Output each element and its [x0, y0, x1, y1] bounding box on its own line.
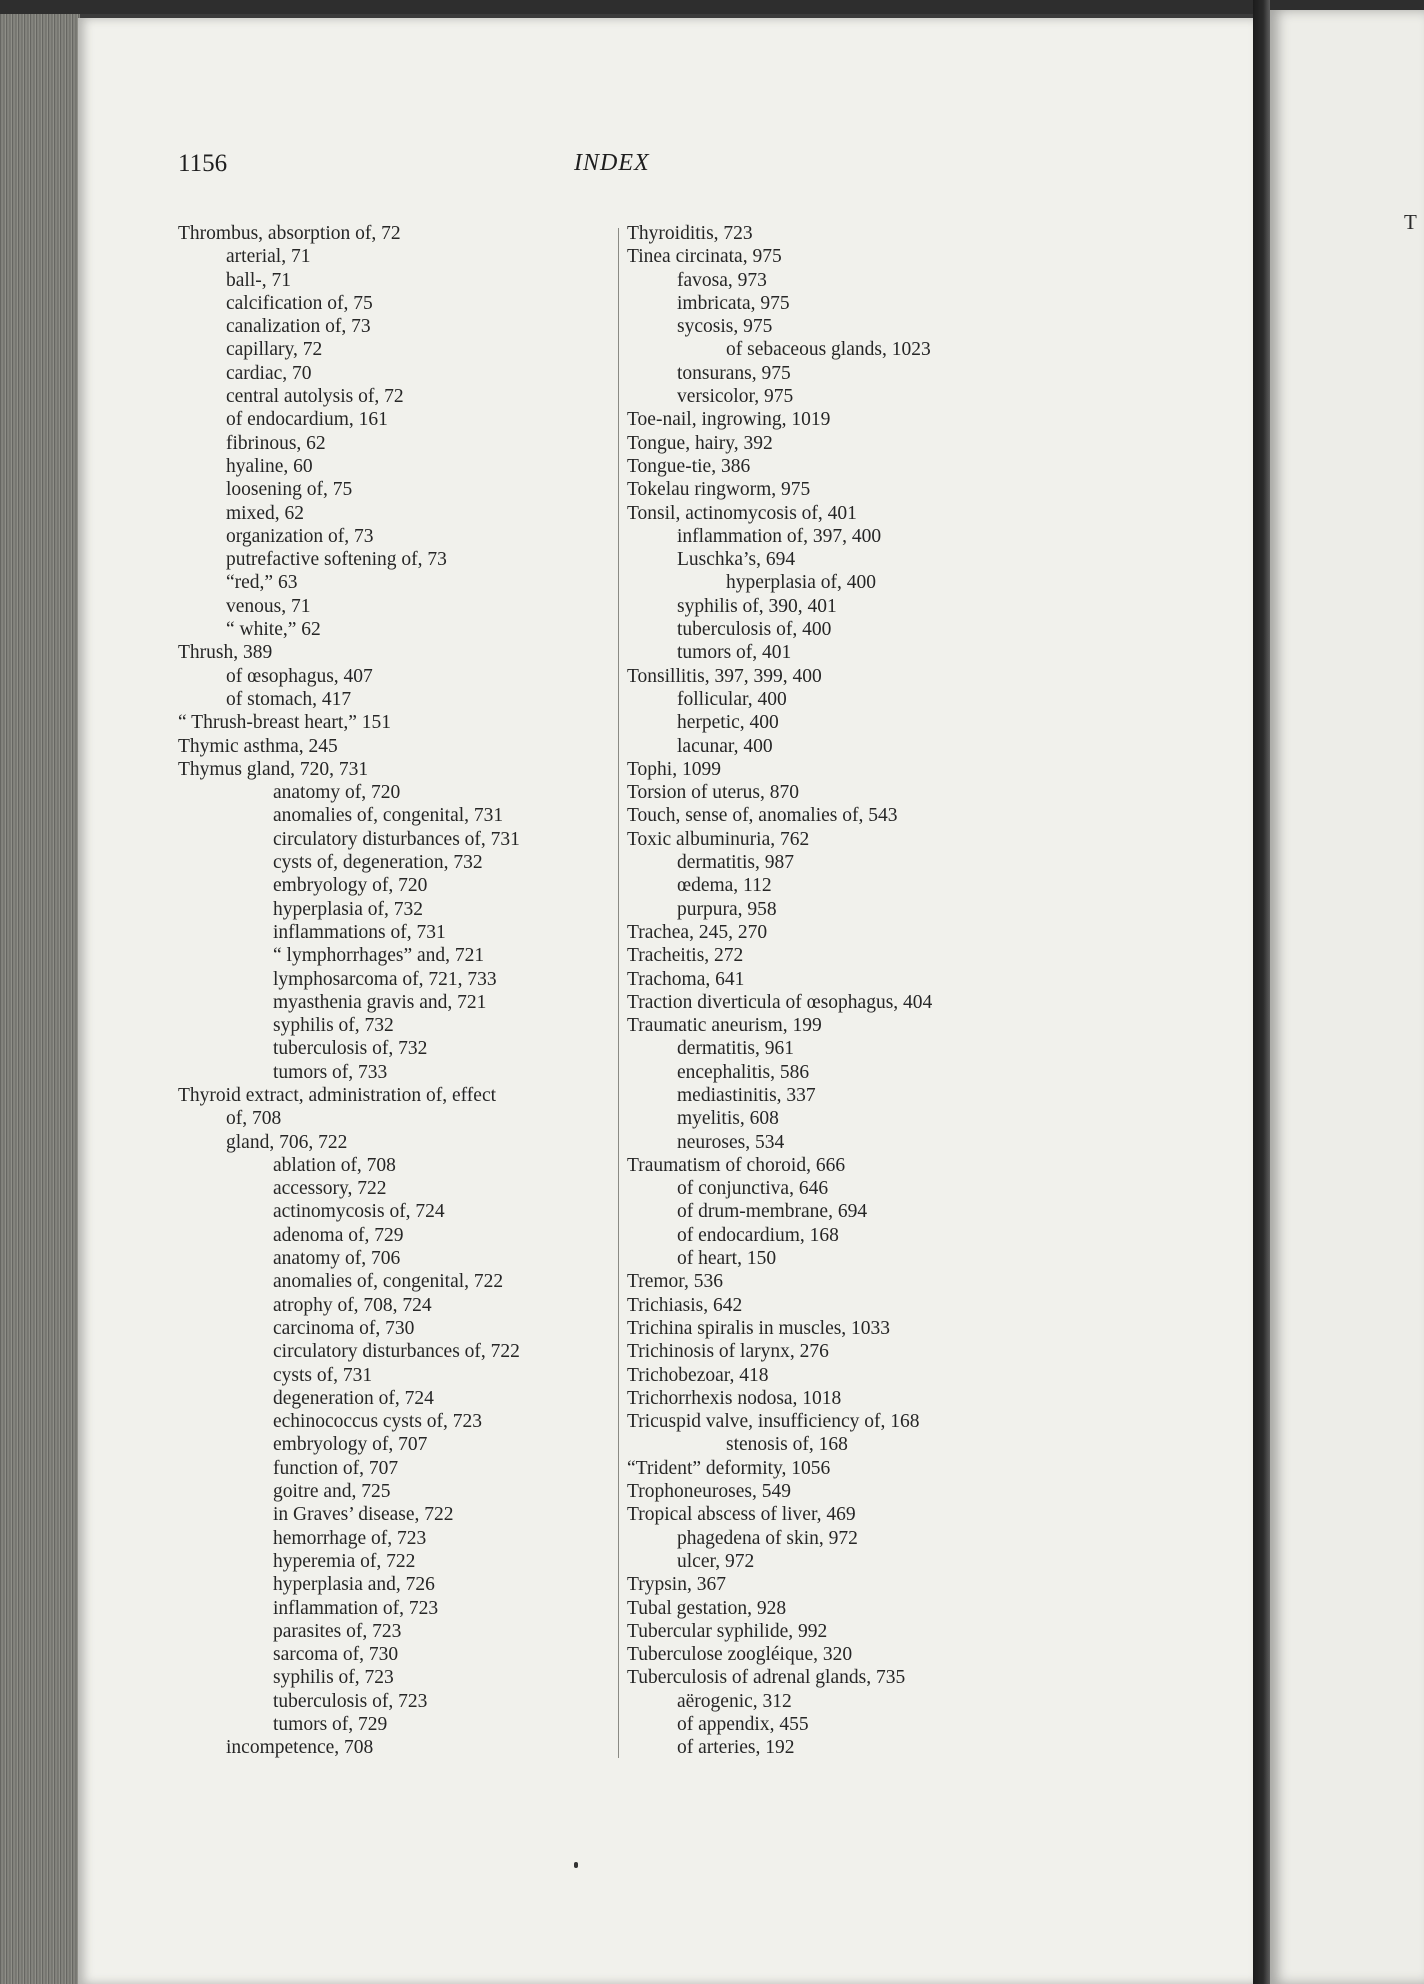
index-entry: Trichina spiralis in muscles, 1033 [627, 1317, 891, 1339]
index-subentry: syphilis of, 732 [273, 1015, 394, 1037]
index-subentry: organization of, 73 [226, 525, 374, 547]
index-subentry: of endocardium, 168 [677, 1224, 839, 1246]
index-entry: Tuberculose zoogléique, 320 [627, 1644, 853, 1666]
index-subentry: œdema, 112 [677, 875, 772, 897]
index-subentry: ulcer, 972 [677, 1550, 755, 1572]
index-subentry: central autolysis of, 72 [226, 386, 404, 408]
index-subentry: purpura, 958 [677, 898, 777, 920]
index-subentry: putrefactive softening of, 73 [226, 549, 447, 571]
index-subentry: carcinoma of, 730 [273, 1317, 415, 1339]
index-subentry: of heart, 150 [677, 1248, 777, 1270]
index-subentry: anatomy of, 720 [273, 782, 401, 804]
index-subentry: hyperplasia and, 726 [273, 1574, 435, 1596]
index-subentry: tumors of, 401 [677, 642, 792, 664]
index-subentry: imbricata, 975 [677, 292, 790, 314]
index-subentry: syphilis of, 723 [273, 1667, 394, 1689]
book-page-edges [0, 14, 80, 1984]
index-subentry: tuberculosis of, 400 [677, 619, 832, 641]
index-subentry: lymphosarcoma of, 721, 733 [273, 968, 497, 990]
index-entry: Trichinosis of larynx, 276 [627, 1341, 829, 1363]
index-entry: Thrombus, absorption of, 72 [178, 223, 401, 244]
index-subentry: incompetence, 708 [226, 1737, 374, 1759]
index-subentry: ball-, 71 [226, 269, 291, 291]
index-subentry: canalization of, 73 [226, 316, 371, 338]
index-entry: Thyroiditis, 723 [627, 223, 753, 244]
running-head: INDEX [574, 150, 650, 176]
scan-top-strip [0, 0, 1424, 14]
index-subentry: anatomy of, 706 [273, 1248, 401, 1270]
index-entry: Traumatic aneurism, 199 [627, 1015, 822, 1037]
index-entry: Torsion of uterus, 870 [627, 782, 799, 804]
index-subentry: actinomycosis of, 724 [273, 1201, 445, 1223]
index-subentry: inflammation of, 397, 400 [677, 525, 882, 547]
index-entry: Thymic asthma, 245 [178, 735, 338, 757]
index-entry: Thyroid extract, administration of, effect [178, 1084, 497, 1106]
index-subentry: of stomach, 417 [226, 688, 352, 710]
index-subentry: of drum-membrane, 694 [677, 1201, 868, 1223]
index-subentry: favosa, 973 [677, 269, 767, 291]
index-subentry: lacunar, 400 [677, 735, 773, 757]
index-subentry: venous, 71 [226, 595, 311, 617]
index-subentry: hyaline, 60 [226, 455, 313, 477]
index-subentry: tuberculosis of, 723 [273, 1690, 428, 1712]
right-index-column [627, 222, 1147, 1760]
index-subentry: Luschka’s, 694 [677, 549, 796, 571]
index-subentry: accessory, 722 [273, 1178, 387, 1200]
index-subentry: function of, 707 [273, 1457, 399, 1479]
index-entry: Traumatism of choroid, 666 [627, 1154, 846, 1176]
index-entry: “ Thrush-breast heart,” 151 [178, 712, 391, 734]
index-subentry: hyperemia of, 722 [273, 1550, 416, 1572]
index-subentry: embryology of, 707 [273, 1434, 428, 1456]
index-subentry: atrophy of, 708, 724 [273, 1294, 432, 1316]
index-entry: Tremor, 536 [627, 1271, 724, 1293]
page-number: 1156 [178, 150, 228, 177]
index-subentry: dermatitis, 961 [677, 1038, 794, 1060]
index-subentry: aërogenic, 312 [677, 1690, 792, 1712]
index-entry: Tubal gestation, 928 [627, 1597, 787, 1619]
index-entry: Tubercular syphilide, 992 [627, 1620, 828, 1642]
index-entry: Trypsin, 367 [627, 1574, 726, 1596]
index-subentry: phagedena of skin, 972 [677, 1527, 858, 1549]
index-entry: Tokelau ringworm, 975 [627, 479, 811, 501]
index-entry: Tricuspid valve, insufficiency of, 168 [627, 1411, 920, 1433]
index-entry: Trachoma, 641 [627, 968, 745, 990]
index-subentry: sarcoma of, 730 [273, 1644, 399, 1666]
index-entry: Tuberculosis of adrenal glands, 735 [627, 1667, 906, 1689]
index-subentry: syphilis of, 390, 401 [677, 595, 837, 617]
index-subentry: echinococcus cysts of, 723 [273, 1411, 483, 1433]
index-subentry: of œsophagus, 407 [226, 665, 373, 687]
index-subentry: “ lymphorrhages” and, 721 [273, 945, 485, 967]
index-subentry: of, 708 [226, 1108, 282, 1130]
index-subentry: neuroses, 534 [677, 1131, 785, 1153]
index-subentry: hyperplasia of, 732 [273, 898, 424, 920]
index-subentry: in Graves’ disease, 722 [273, 1504, 454, 1526]
index-subentry: arterial, 71 [226, 246, 311, 268]
index-subentry: sycosis, 975 [677, 316, 773, 338]
index-subentry: capillary, 72 [226, 339, 323, 361]
index-entry: Trichobezoar, 418 [627, 1364, 769, 1386]
index-subentry: inflammations of, 731 [273, 921, 446, 943]
index-subentry: fibrinous, 62 [226, 432, 326, 454]
book-gutter [1253, 0, 1270, 1984]
index-entry: Toe-nail, ingrowing, 1019 [627, 409, 831, 431]
index-subentry: tuberculosis of, 732 [273, 1038, 428, 1060]
index-subentry: tonsurans, 975 [677, 362, 791, 384]
index-entry: Tracheitis, 272 [627, 945, 744, 967]
index-subentry: degeneration of, 724 [273, 1387, 434, 1409]
index-subentry: gland, 706, 722 [226, 1131, 348, 1153]
facing-page [1270, 10, 1424, 1984]
index-subentry: myasthenia gravis and, 721 [273, 991, 487, 1013]
index-entry: Traction diverticula of œsophagus, 404 [627, 991, 933, 1013]
index-subentry: circulatory disturbances of, 722 [273, 1341, 520, 1363]
facing-page-letter: T [1404, 210, 1417, 234]
index-subentry: of arteries, 192 [677, 1737, 795, 1759]
index-entry: Tongue-tie, 386 [627, 455, 751, 477]
index-subentry: loosening of, 75 [226, 479, 353, 501]
index-subentry: mediastinitis, 337 [677, 1084, 816, 1106]
index-entry: Tophi, 1099 [627, 758, 721, 780]
index-entry: Toxic albuminuria, 762 [627, 828, 810, 850]
index-subentry: of endocardium, 161 [226, 409, 388, 431]
print-speck [574, 1862, 578, 1868]
index-entry: Tropical abscess of liver, 469 [627, 1504, 856, 1526]
index-entry: Thymus gland, 720, 731 [178, 758, 369, 780]
index-subentry: cardiac, 70 [226, 362, 312, 384]
index-entry: Tinea circinata, 975 [627, 246, 782, 268]
index-subentry: inflammation of, 723 [273, 1597, 439, 1619]
index-entry: Trophoneuroses, 549 [627, 1481, 791, 1503]
index-subentry: versicolor, 975 [677, 386, 794, 408]
index-subentry: of sebaceous glands, 1023 [726, 339, 931, 361]
index-entry: Trichiasis, 642 [627, 1294, 743, 1316]
index-subentry: “ white,” 62 [226, 619, 321, 641]
index-subentry: embryology of, 720 [273, 875, 428, 897]
index-subentry: of conjunctiva, 646 [677, 1178, 829, 1200]
index-subentry: goitre and, 725 [273, 1481, 391, 1503]
left-index-column [178, 222, 698, 1760]
index-subentry: hyperplasia of, 400 [726, 572, 877, 594]
index-subentry: tumors of, 729 [273, 1714, 388, 1735]
index-subentry: stenosis of, 168 [726, 1434, 848, 1456]
index-subentry: mixed, 62 [226, 502, 304, 524]
index-subentry: cysts of, 731 [273, 1364, 373, 1386]
index-subentry: hemorrhage of, 723 [273, 1527, 427, 1549]
index-entry: Trichorrhexis nodosa, 1018 [627, 1387, 842, 1409]
index-subentry: parasites of, 723 [273, 1620, 402, 1642]
index-subentry: anomalies of, congenital, 731 [273, 805, 504, 827]
index-subentry: myelitis, 608 [677, 1108, 779, 1130]
index-subentry: cysts of, degeneration, 732 [273, 852, 483, 874]
index-subentry: circulatory disturbances of, 731 [273, 828, 520, 850]
index-subentry: of appendix, 455 [677, 1714, 809, 1735]
index-entry: Tongue, hairy, 392 [627, 432, 773, 454]
index-entry: Thrush, 389 [178, 642, 273, 664]
index-subentry: dermatitis, 987 [677, 852, 794, 874]
index-subentry: tumors of, 733 [273, 1061, 388, 1083]
index-subentry: encephalitis, 586 [677, 1061, 810, 1083]
index-entry: Trachea, 245, 270 [627, 921, 768, 943]
index-subentry: follicular, 400 [677, 688, 787, 710]
index-subentry: “red,” 63 [226, 572, 298, 594]
index-subentry: ablation of, 708 [273, 1154, 396, 1176]
index-subentry: adenoma of, 729 [273, 1224, 404, 1246]
index-subentry: calcification of, 75 [226, 292, 373, 314]
index-subentry: herpetic, 400 [677, 712, 779, 734]
index-entry: “Trident” deformity, 1056 [627, 1457, 831, 1479]
index-entry: Tonsil, actinomycosis of, 401 [627, 502, 857, 524]
index-entry: Touch, sense of, anomalies of, 543 [627, 805, 898, 827]
index-subentry: anomalies of, congenital, 722 [273, 1271, 504, 1293]
index-entry: Tonsillitis, 397, 399, 400 [627, 665, 822, 687]
